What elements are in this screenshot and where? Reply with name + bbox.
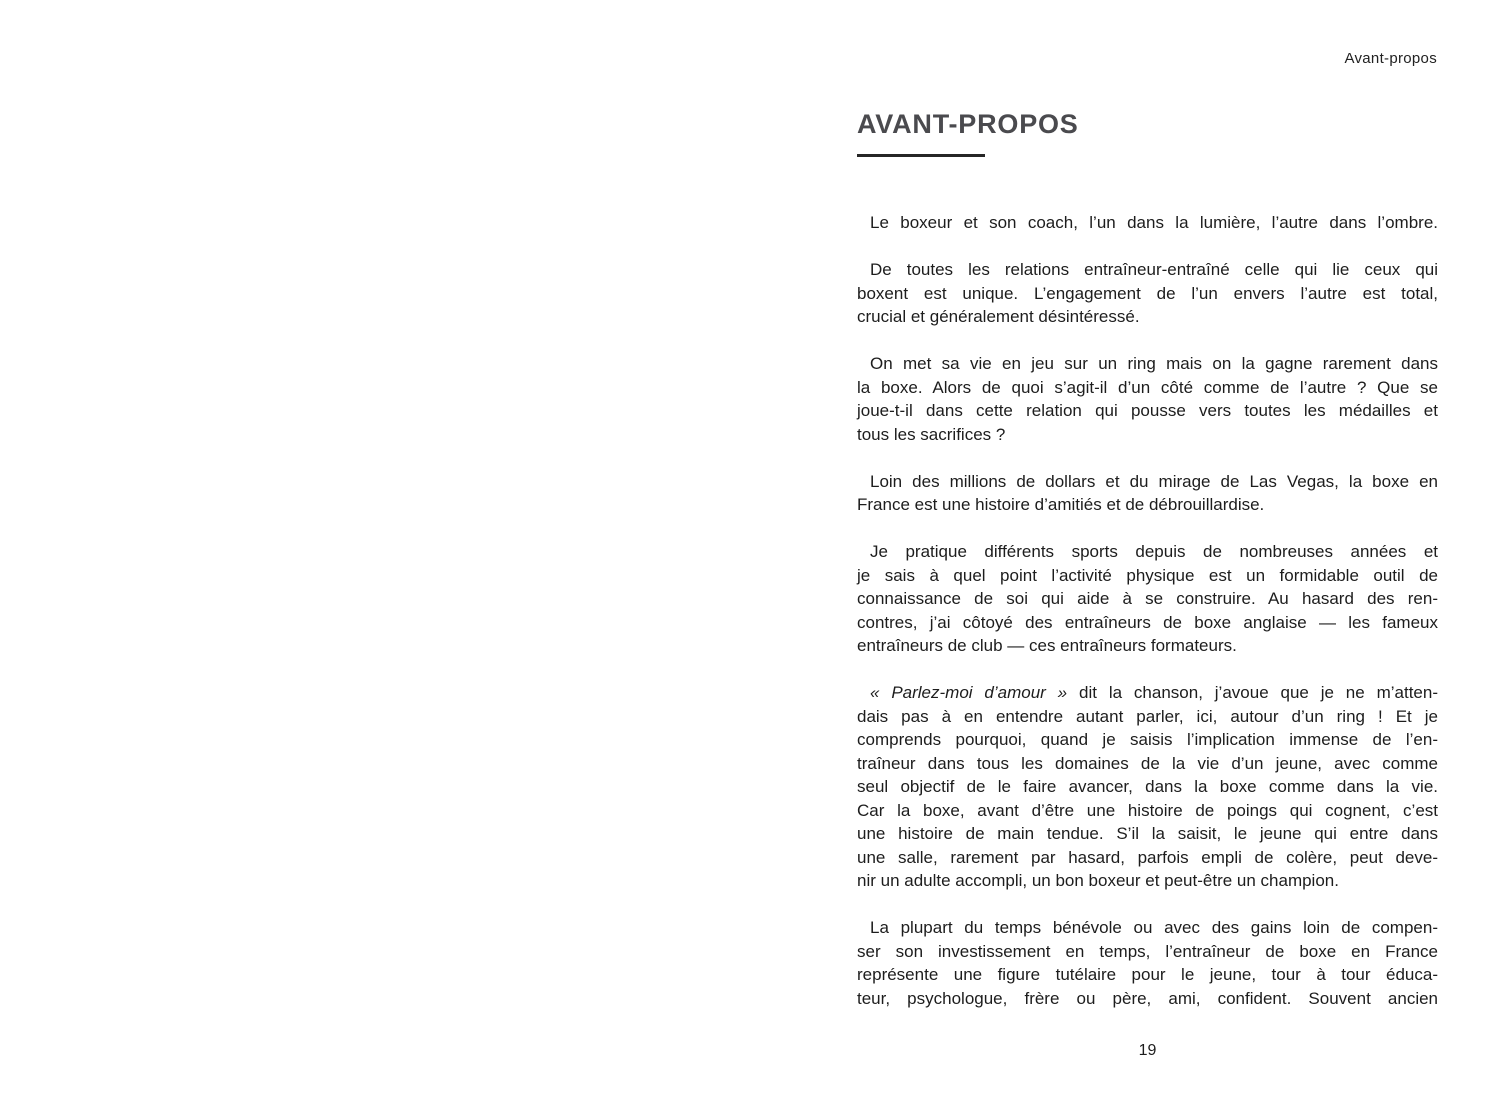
paragraph <box>857 258 1438 329</box>
paragraph-line: traîneur dans tous les domaines de la vie d’un jeune, avec comme <box>857 753 1438 773</box>
paragraph-line: ser son investissement en temps, l’entraîneur de boxe en France <box>857 941 1438 961</box>
paragraph-line: une salle, rarement par hasard, parfois empli de colère, peut deve- <box>857 847 1438 867</box>
paragraph-line: contres, j’ai côtoyé des entraîneurs de boxe anglaise — les fameux <box>857 612 1438 632</box>
paragraph-line: la boxe. Alors de quoi s’agit-il d’un côté comme de l’autre ? Que se <box>857 377 1438 397</box>
paragraph-line: tous les sacrifices ? <box>857 424 1006 444</box>
paragraph-line: boxent est unique. L’engagement de l’un envers l’autre est total, <box>857 283 1438 303</box>
paragraph <box>857 352 1438 446</box>
paragraph-line: Je pratique différents sports depuis de nombreuses années et <box>870 542 1438 561</box>
paragraph-line: France est une histoire d’amitiés et de débrouillardise. <box>857 495 1265 514</box>
paragraph-line: Car la boxe, avant d’être une histoire de poings qui cognent, c’est <box>857 800 1438 820</box>
paragraph <box>857 681 1438 893</box>
paragraph-line: Loin des millions de dollars et du mirage de Las Vegas, la boxe en <box>870 471 1438 491</box>
paragraph <box>857 540 1438 658</box>
paragraph <box>857 916 1438 1010</box>
paragraph-line: comprends pourquoi, quand je saisis l’implication immense de l’en- <box>857 730 1438 749</box>
paragraph-line: une histoire de main tendue. S’il la saisit, le jeune qui entre dans <box>857 824 1438 843</box>
paragraph <box>857 470 1438 517</box>
paragraph-line: nir un adulte accompli, un bon boxeur et peut-être un champion. <box>857 871 1339 890</box>
paragraph-line: De toutes les relations entraîneur-entraîné celle qui lie ceux qui <box>870 260 1438 279</box>
paragraph <box>857 211 1438 235</box>
body-text-column <box>857 211 1438 1010</box>
title-underline-rule <box>857 154 985 157</box>
paragraph-line <box>857 681 1438 705</box>
page-number: 19 <box>1138 1042 1157 1059</box>
chapter-title-block <box>857 110 1079 157</box>
paragraph-line: La plupart du temps bénévole ou avec des gains loin de compen- <box>870 918 1438 937</box>
paragraph-line: entraîneurs de club — ces entraîneurs formateurs. <box>857 636 1237 655</box>
paragraph-line-rest: dit la chanson, j’avoue que je ne m’atten- <box>1067 683 1438 702</box>
paragraph-line: je sais à quel point l’activité physique est un formidable outil de <box>857 565 1438 585</box>
running-header: Avant-propos <box>1344 50 1437 67</box>
paragraph-line: teur, psychologue, frère ou père, ami, confident. Souvent ancien <box>857 988 1438 1008</box>
paragraph-line: représente une figure tutélaire pour le jeune, tour à tour éduca- <box>857 965 1438 984</box>
paragraph-line: connaissance de soi qui aide à se construire. Au hasard des ren- <box>857 589 1438 608</box>
paragraph-line: dais pas à en entendre autant parler, ici, autour d’un ring ! Et je <box>857 706 1438 726</box>
paragraph-line: crucial et généralement désintéressé. <box>857 307 1140 326</box>
paragraph-line: joue-t-il dans cette relation qui pousse vers toutes les médailles et <box>857 401 1438 420</box>
paragraph-line: On met sa vie en jeu sur un ring mais on la gagne rarement dans <box>870 354 1438 373</box>
chapter-title: AVANT-PROPOS <box>857 109 1079 139</box>
italic-song-quote: « Parlez-moi d’amour » <box>870 683 1068 702</box>
paragraph-line: seul objectif de le faire avancer, dans la boxe comme dans la vie. <box>857 777 1438 796</box>
paragraph-line: Le boxeur et son coach, l’un dans la lumière, l’autre dans l’ombre. <box>870 213 1438 232</box>
